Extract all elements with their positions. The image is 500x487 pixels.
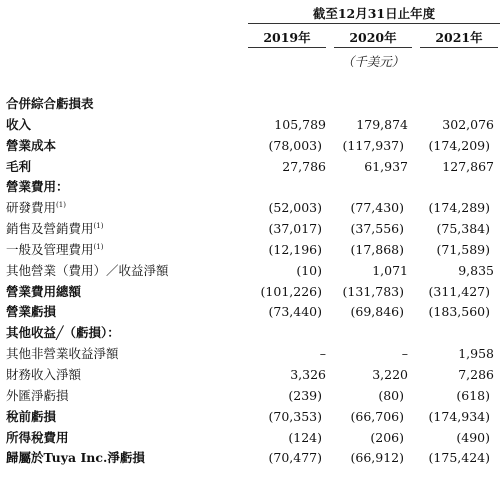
value-cell-2019: 3,326 — [290, 366, 326, 382]
table-row — [0, 282, 500, 303]
row-label-text: 其他非營業收益淨額 — [6, 346, 119, 362]
value-cell-2020: (131,783) — [342, 283, 404, 299]
row-label-text: 營業費用： — [6, 179, 69, 195]
table-row — [0, 157, 500, 178]
row-label — [6, 365, 81, 386]
row-label-text: 營業虧損 — [6, 304, 57, 320]
row-label — [6, 136, 56, 157]
value-cell-2020: (117,937) — [342, 137, 404, 153]
statement-rows — [0, 94, 500, 469]
value-cell-2021: (174,289) — [428, 200, 490, 216]
value-cell-2021: (175,424) — [428, 450, 490, 466]
value-cell-2020: 1,071 — [372, 262, 408, 278]
value-cell-2021: (311,427) — [428, 283, 490, 299]
row-label — [6, 177, 69, 198]
value-cell-2019: 105,789 — [274, 116, 326, 132]
row-label-text: 其他收益╱（虧損）： — [6, 325, 120, 341]
row-label-text: 毛利 — [6, 158, 32, 174]
value-cell-2020: (80) — [378, 387, 404, 403]
table-row — [0, 198, 500, 219]
table-row — [0, 261, 500, 282]
row-label-text: 稅前虧損 — [6, 408, 57, 424]
value-cell-2021: (618) — [456, 387, 490, 403]
table-row — [0, 177, 500, 198]
value-cell-2019: (70,353) — [268, 408, 322, 424]
table-row — [0, 240, 500, 261]
value-cell-2019: (124) — [288, 429, 322, 445]
year-rule-2020 — [334, 47, 412, 48]
value-cell-2021: (183,560) — [428, 304, 490, 320]
value-cell-2019: (12,196) — [268, 241, 322, 257]
row-label-text: 營業成本 — [6, 137, 57, 153]
value-cell-2021: 1,958 — [458, 346, 494, 362]
value-cell-2020: (17,868) — [350, 241, 404, 257]
value-cell-2020: (77,430) — [350, 200, 404, 216]
value-cell-2020: 3,220 — [372, 366, 408, 382]
year-rule-2019 — [248, 47, 326, 48]
table-row — [0, 115, 500, 136]
value-cell-2020: – — [401, 346, 408, 362]
row-label — [6, 94, 94, 115]
unit-label: （千美元） — [341, 54, 405, 69]
year-header-2020: 2020年 — [349, 30, 397, 45]
value-cell-2021: 7,286 — [458, 366, 494, 382]
value-cell-2021: 9,835 — [458, 262, 494, 278]
value-cell-2021: 302,076 — [442, 116, 494, 132]
value-cell-2021: (71,589) — [436, 241, 490, 257]
row-label-text: 歸屬於Tuya Inc.淨虧損 — [6, 450, 145, 466]
table-row — [0, 386, 500, 407]
row-label — [6, 386, 69, 407]
period-header-rule — [248, 23, 500, 24]
row-label — [6, 282, 81, 303]
row-label-text: 一般及管理費用 — [6, 241, 94, 257]
value-cell-2019: 27,786 — [282, 158, 326, 174]
table-row — [0, 302, 500, 323]
row-label-text: 營業費用總額 — [6, 283, 82, 299]
value-cell-2019: (37,017) — [268, 221, 322, 237]
table-row — [0, 407, 500, 428]
row-label — [6, 261, 169, 282]
row-label — [6, 115, 31, 136]
row-label — [6, 428, 69, 449]
row-label-text: 合併綜合虧損表 — [6, 96, 94, 111]
table-row — [0, 344, 500, 365]
row-label — [6, 302, 56, 323]
row-label — [6, 407, 56, 428]
value-cell-2020: (37,556) — [350, 221, 404, 237]
table-row — [0, 428, 500, 449]
table-row — [0, 94, 500, 115]
row-label-text: 銷售及營銷費用 — [6, 221, 94, 237]
value-cell-2021: (490) — [456, 429, 490, 445]
year-header-2019: 2019年 — [263, 30, 311, 45]
row-label — [6, 219, 103, 240]
year-header-2021: 2021年 — [435, 30, 483, 45]
footnote-marker: (1) — [93, 222, 104, 231]
value-cell-2019: (10) — [296, 262, 322, 278]
value-cell-2019: – — [319, 346, 326, 362]
table-row — [0, 136, 500, 157]
table-row — [0, 219, 500, 240]
row-label — [6, 198, 66, 219]
year-rule-2021 — [420, 47, 498, 48]
row-label-text: 所得稅費用 — [6, 429, 69, 445]
row-label-text: 財務收入淨額 — [6, 366, 82, 382]
table-row — [0, 448, 500, 469]
row-label — [6, 157, 31, 178]
value-cell-2019: (101,226) — [260, 283, 322, 299]
value-cell-2019: (78,003) — [268, 137, 322, 153]
table-row — [0, 323, 500, 344]
value-cell-2020: (66,706) — [350, 408, 404, 424]
row-label-text: 外匯淨虧損 — [6, 387, 69, 403]
period-header: 截至12月31日止年度 — [312, 6, 436, 21]
row-label — [6, 344, 119, 365]
table-row — [0, 365, 500, 386]
value-cell-2021: (174,209) — [428, 137, 490, 153]
footnote-marker: (1) — [56, 201, 66, 210]
row-label-text: 研發費用 — [6, 200, 57, 216]
value-cell-2021: (174,934) — [428, 408, 490, 424]
row-label — [6, 323, 120, 344]
value-cell-2020: 61,937 — [364, 158, 408, 174]
row-label-text: 其他營業（費用）／收益淨額 — [6, 262, 169, 278]
row-label — [6, 240, 103, 261]
footnote-marker: (1) — [93, 242, 104, 251]
row-label — [6, 448, 145, 469]
value-cell-2021: (75,384) — [436, 221, 490, 237]
value-cell-2019: (70,477) — [268, 450, 322, 466]
row-label-text: 收入 — [6, 116, 32, 132]
value-cell-2020: (66,912) — [350, 450, 404, 466]
value-cell-2021: 127,867 — [442, 158, 494, 174]
value-cell-2020: (69,846) — [350, 304, 404, 320]
value-cell-2020: 179,874 — [356, 116, 408, 132]
value-cell-2019: (73,440) — [268, 304, 322, 320]
value-cell-2020: (206) — [370, 429, 404, 445]
value-cell-2019: (239) — [288, 387, 322, 403]
value-cell-2019: (52,003) — [268, 200, 322, 216]
